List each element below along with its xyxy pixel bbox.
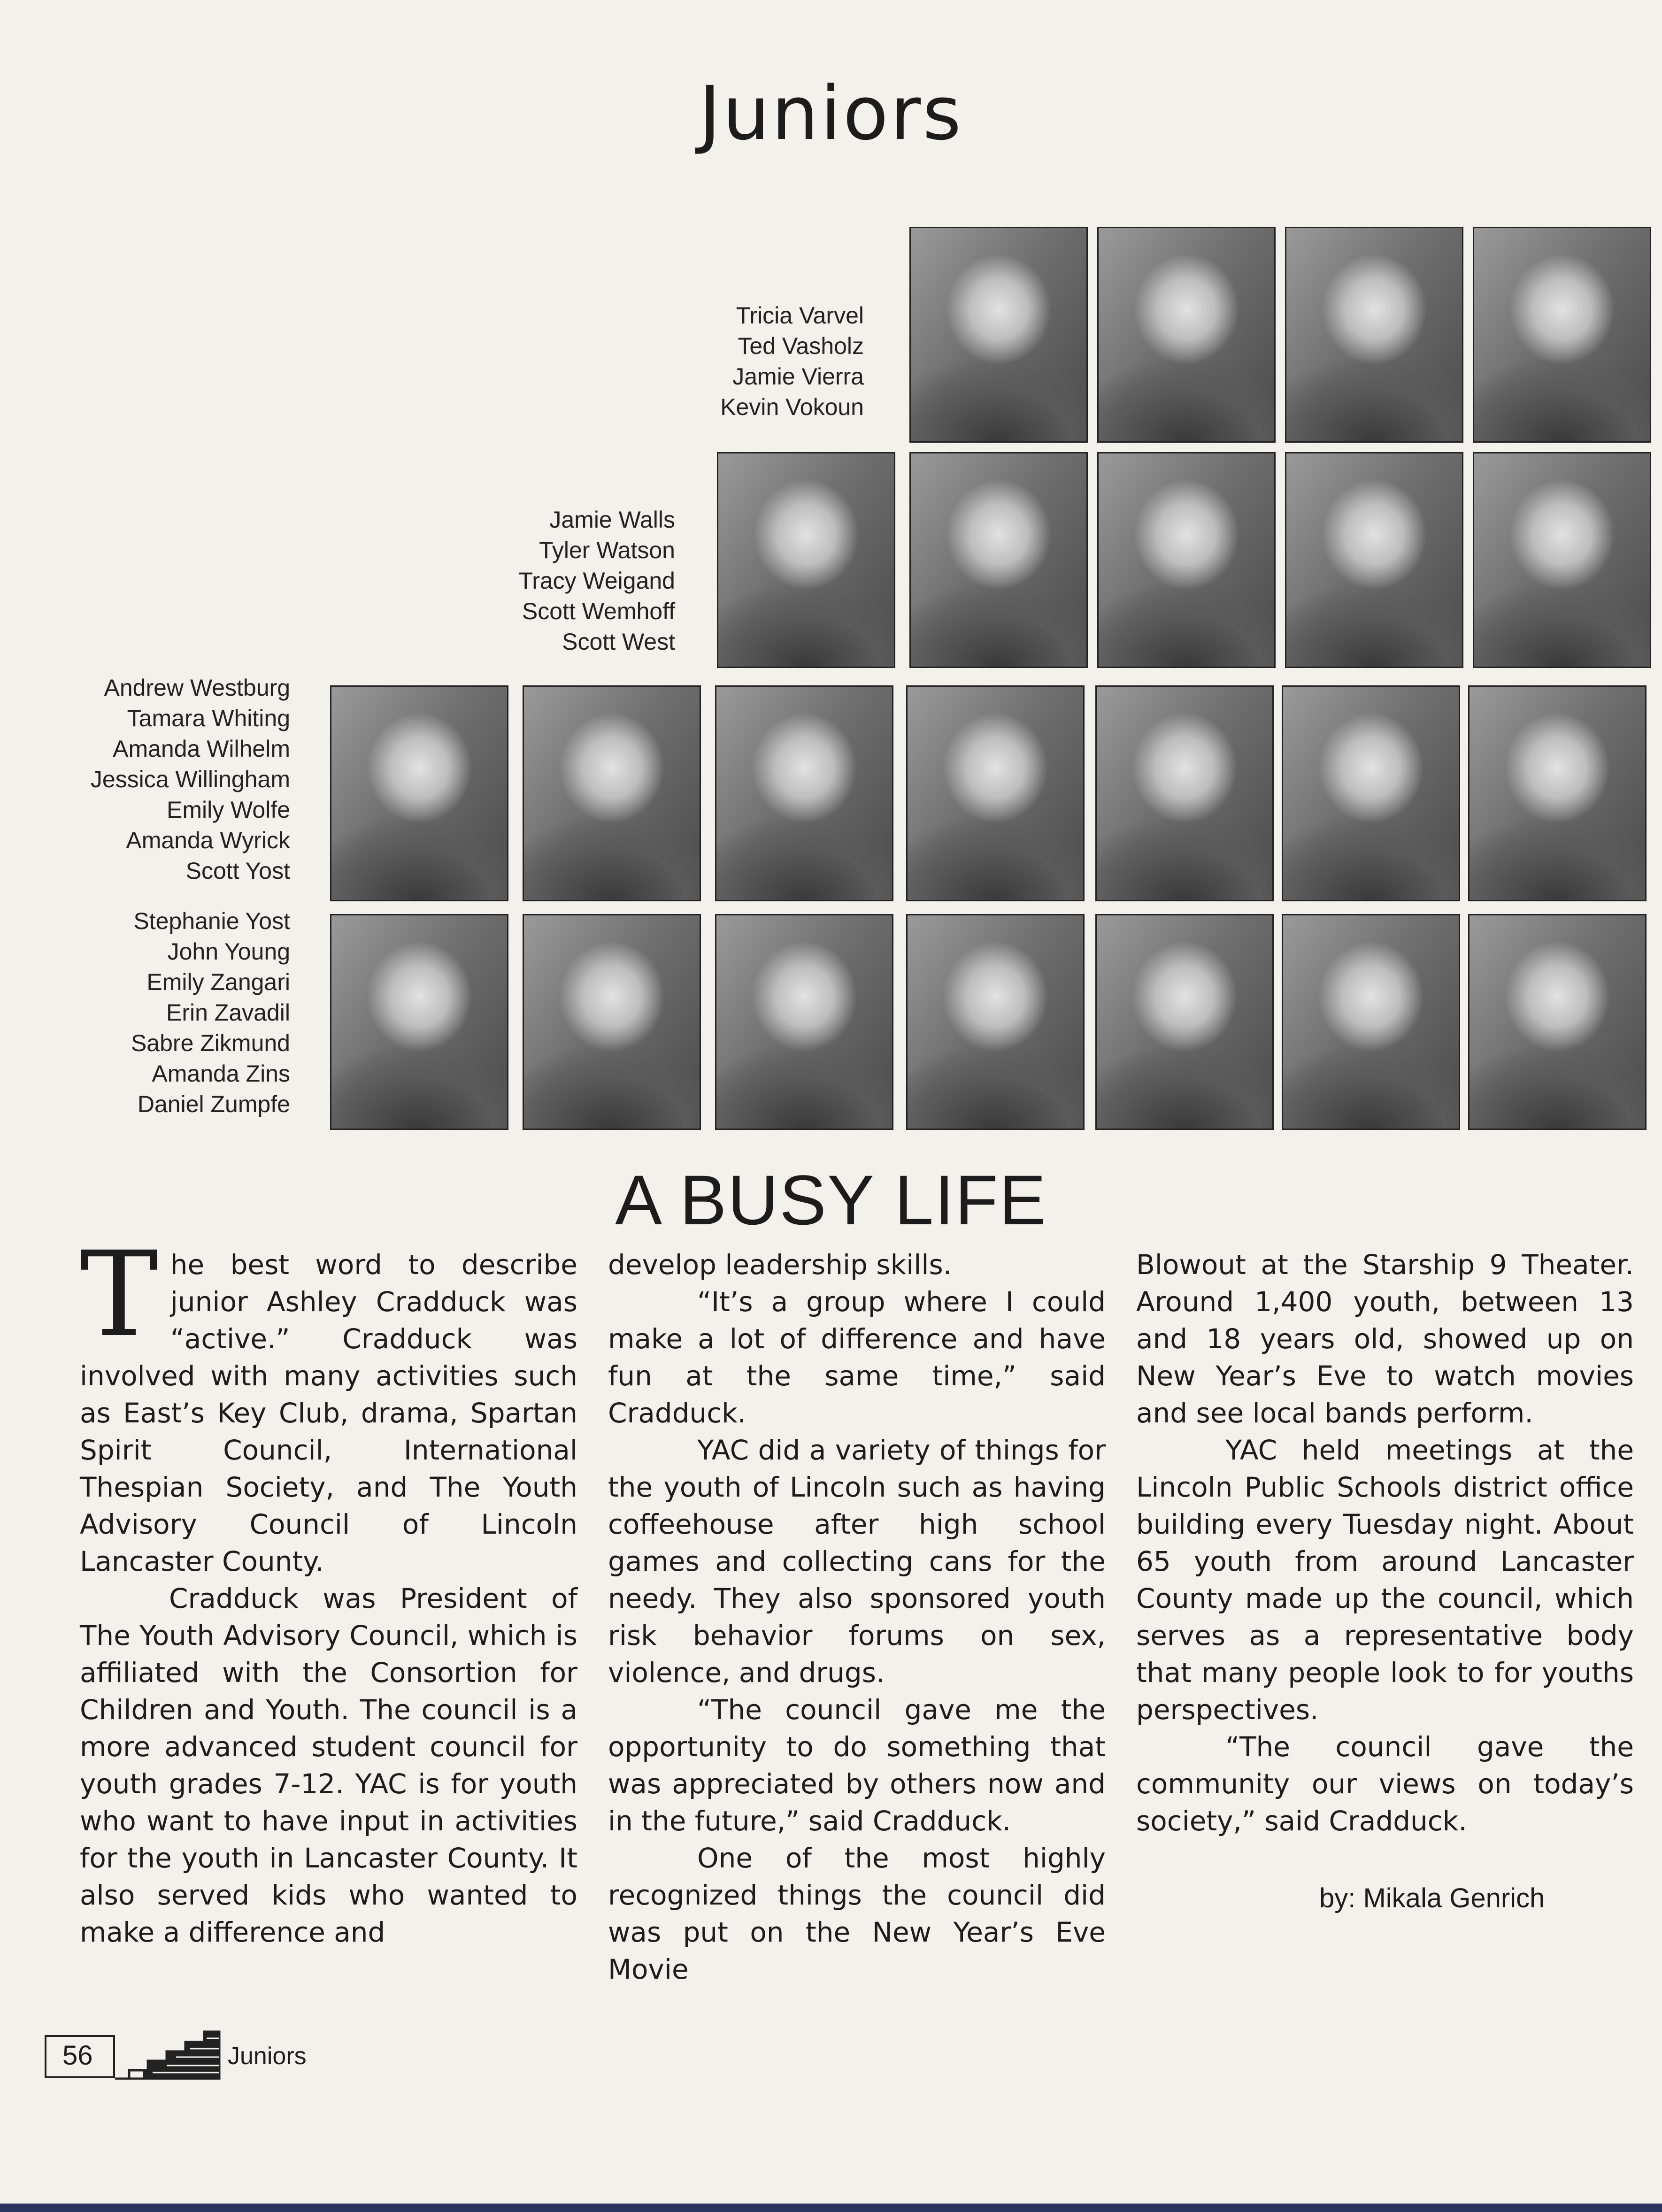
student-name: Kevin Vokoun	[720, 394, 864, 420]
portrait-photo	[1095, 914, 1274, 1130]
portrait-photo	[330, 914, 508, 1130]
portrait-photo	[1468, 914, 1647, 1130]
portrait-photo	[1468, 685, 1647, 901]
row2-names	[519, 505, 675, 657]
article-paragraph	[80, 1226, 577, 1580]
student-name: Amanda Zins	[152, 1060, 290, 1087]
portrait-photo	[909, 227, 1088, 443]
student-name: Emily Wolfe	[166, 797, 290, 823]
portrait-photo	[906, 914, 1085, 1130]
article-paragraph: develop leadership skills.	[608, 1249, 952, 1281]
portrait-photo	[717, 452, 895, 668]
student-name: Stephanie Yost	[133, 908, 290, 934]
portrait-photo	[1097, 452, 1276, 668]
article-paragraph: YAC held meetings at the Lincoln Public Schools district office building every Tuesday night. About 65 youth from around Lancaster County made up the council, which serves as a representative body that many people look to for youths perspectives.	[1136, 1434, 1634, 1726]
student-name: Sabre Zikmund	[131, 1030, 290, 1056]
student-name: Tricia Varvel	[736, 302, 864, 329]
student-name: Scott West	[562, 629, 675, 655]
student-name: Scott Yost	[185, 858, 290, 884]
portrait-photo	[1095, 685, 1274, 901]
article-byline: by: Mikala Genrich	[1319, 1883, 1545, 1913]
student-name: Tyler Watson	[539, 537, 675, 563]
row3-names	[91, 673, 290, 886]
portrait-photo	[909, 452, 1088, 668]
portrait-photo	[715, 914, 893, 1130]
portrait-photo	[1473, 452, 1651, 668]
student-name: Erin Zavadil	[166, 999, 290, 1026]
portrait-photo	[906, 685, 1085, 901]
article-column-3	[1136, 1246, 1634, 1840]
portrait-photo	[523, 685, 701, 901]
student-name: Ted Vasholz	[738, 333, 864, 359]
article-paragraph: Cradduck was President of The Youth Advisory Council, which is affiliated with the Consortion for Children and Youth. The council is a more advanced student council for youth grades 7-12. YAC is for youth who want to have input in activities for the youth in Lancaster County. It also served kids who wanted to make a difference and	[80, 1582, 577, 1948]
student-name: John Young	[167, 938, 290, 965]
student-name: Emily Zangari	[146, 969, 290, 995]
student-name: Jamie Vierra	[732, 363, 864, 390]
student-name: Jessica Willingham	[90, 766, 290, 792]
student-name: Scott Wemhoff	[522, 598, 675, 624]
row4-names	[131, 906, 290, 1120]
portrait-photo	[1473, 227, 1651, 443]
article-paragraph: Blowout at the Starship 9 Theater. Around 1,400 youth, between 13 and 18 years old, showed up on New Year’s Eve to watch movies and see local bands perform.	[1136, 1249, 1634, 1429]
student-name: Tamara Whiting	[127, 705, 290, 731]
portrait-photo	[1282, 914, 1460, 1130]
portrait-photo	[715, 685, 893, 901]
article-paragraph: “It’s a group where I could make a lot of difference and have fun at the same time,” said Cradduck.	[608, 1286, 1106, 1429]
footer-section-label: Juniors	[228, 2043, 307, 2070]
page-bottom-edge	[0, 2204, 1662, 2212]
portrait-photo	[1097, 227, 1276, 443]
student-name: Amanda Wyrick	[126, 827, 290, 853]
paragraph-text: he best word to describe junior Ashley Cradduck was “active.” Cradduck was involved with many activities such as East’s Key Club, drama, Spartan Spirit Council, International Thespian Society, and The Youth Advisory Council of Lincoln Lancaster County.	[80, 1249, 577, 1577]
article-paragraph: YAC did a variety of things for the youth of Lincoln such as having coffeehouse after high school games and collecting cans for the needy. They also sponsored youth risk behavior forums on sex, violence, and drugs.	[608, 1434, 1106, 1689]
student-name: Andrew Westburg	[104, 675, 290, 701]
portrait-photo	[330, 685, 508, 901]
article-column-2	[608, 1246, 1106, 1988]
portrait-photo	[1282, 685, 1460, 901]
row1-names	[720, 300, 864, 422]
portrait-photo	[1285, 452, 1463, 668]
article-paragraph: One of the most highly recognized things the council did was put on the New Year’s Eve Movie	[608, 1842, 1106, 1985]
page-number: 56	[45, 2035, 115, 2078]
student-name: Jamie Walls	[549, 507, 675, 533]
article-headline: A BUSY LIFE	[615, 1160, 1047, 1239]
student-name: Tracy Weigand	[518, 568, 675, 594]
student-name: Amanda Wilhelm	[113, 736, 290, 762]
article-paragraph: “The council gave the community our views on today’s society,” said Cradduck.	[1136, 1731, 1634, 1837]
portrait-photo	[523, 914, 701, 1130]
portrait-photo	[1285, 227, 1463, 443]
page-footer	[45, 2028, 326, 2080]
student-name: Daniel Zumpfe	[137, 1091, 290, 1117]
article-column-1	[80, 1226, 577, 1951]
page-title: Juniors	[699, 70, 963, 157]
article-paragraph: “The council gave me the opportunity to do something that was appreciated by others now and in the future,” said Cradduck.	[608, 1694, 1106, 1837]
staircase-icon	[115, 2028, 221, 2080]
drop-cap: T	[80, 1226, 158, 1363]
